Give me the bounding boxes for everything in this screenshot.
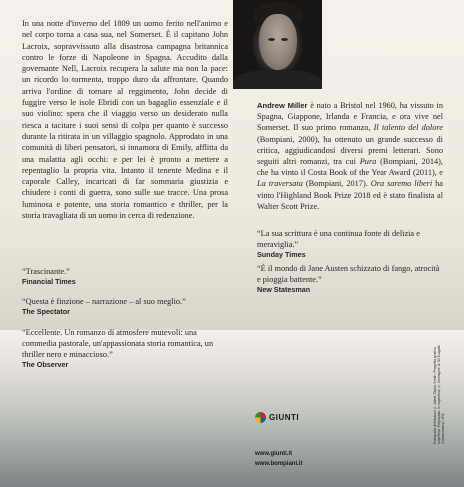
book-title: Il talento del dolore	[373, 123, 443, 133]
publisher-url: www.bompiani.it	[255, 460, 303, 467]
publisher-logo	[255, 412, 299, 423]
review-quote	[257, 228, 443, 260]
author-name: Andrew Miller	[257, 101, 308, 110]
quote-source: The Observer	[22, 360, 69, 369]
author-photo-eye	[281, 38, 288, 41]
review-quote	[257, 263, 443, 295]
review-quote	[22, 266, 232, 287]
image-credits: Fotografia dell'autore © Adele Taylor-Smith. Progetto grafico copertina: Polystudio. In copertina: © Immagine di Sir Dugald Cowan/Alamy / IPA	[433, 345, 445, 444]
bio-part: (Bompiani, 2014), che ha vinto il Costa Book of the Year Award (2011), e	[257, 157, 443, 178]
book-title: Ora saremo liberi	[370, 179, 433, 189]
bio-part: (Bompiani, 2000), ha ottenuto un grande successo di critica, aggiudicandosi diversi premi letterari. Sono seguiti altri romanzi, tra cui	[257, 134, 443, 167]
quote-text: “Questa è finzione – narrazione – al suo meglio.”	[22, 297, 186, 306]
synopsis	[22, 18, 228, 221]
quote-source: New Statesman	[257, 285, 311, 294]
publisher-logo-text: GIUNTI	[269, 413, 300, 422]
review-quote	[22, 296, 232, 317]
publisher-urls	[255, 450, 302, 469]
author-bio-text	[257, 100, 443, 212]
bio-part: ha vinto l'Highland Book Prize 2018 ed è stato finalista al Walter Scott Prize.	[257, 179, 443, 211]
author-photo-face	[259, 14, 297, 70]
quote-source: The Spectator	[22, 307, 70, 316]
quote-text: “È il mondo di Jane Austen schizzato di fango, atrocità e pioggia battente.”	[257, 264, 440, 284]
author-photo-eye	[268, 38, 275, 41]
book-title: Pura	[359, 157, 377, 167]
publisher-url: www.giunti.it	[255, 451, 293, 457]
quote-text: “Trascinante.”	[22, 267, 70, 276]
bio-part: (Bompiani, 2017).	[302, 179, 371, 189]
quote-source: Sunday Times	[257, 250, 306, 259]
author-photo-shoulders	[233, 70, 322, 89]
quote-source: Financial Times	[22, 277, 76, 286]
quote-text: “Eccellente. Un romanzo di atmosfere mutevoli: una commedia pastorale, un'appassionata storia romantica, un thriller nero e minaccioso.”	[22, 328, 214, 359]
author-photo	[233, 0, 322, 89]
book-title: La traversata	[257, 179, 303, 189]
bio-part: è nato a Bristol nel 1960, ha vissuto in Spagna, Giappone, Irlanda e Francia, e ora vive nel Somerset. Il suo primo romanzo,	[257, 101, 443, 133]
giunti-logo-icon	[255, 412, 266, 423]
author-bio	[257, 100, 443, 212]
quote-text: “La sua scrittura è una continua fonte di delizia e meraviglia.”	[257, 229, 420, 249]
synopsis-text: In una notte d'inverno del 1809 un uomo ferito nell'animo e nel corpo torna a casa sua, nel Somerset. È il capitano John Lacroix, sopravvissuto alla disastrosa campagna britannica contro le forze di Napoleone in Spagna. Accudito dalla governante Nell, Lacroix recupera la salute ma non la pace: un ricordo lo tormenta, troppo duro da affrontare. Quando arriva l'ordine di tornare al reggimento, John decide di fuggire verso le isole Ebridi con un bagaglio essenziale e il suo violino: spera che il viaggio verso un desiderato nulla riesca a tacitare i suoi sensi di colpa per quanto è successo durante la ritirata in un villaggio spagnolo. Approdato in una comunità di liberi pensatori, si innamora di Emily, afflitta da una malattia agli occhi: e per lei è pronto a mettere a repentaglio la propria vita. Intanto il tenente Medina e il caporale Calley, incaricati di far sommaria giustizia e chiudere i conti di guerra, sono sulle sue tracce. Una prosa luminosa e potente, una storia romantico e thriller, per la storia travagliata di un uomo in cerca di redenzione.	[22, 19, 228, 221]
review-quote	[22, 327, 232, 370]
